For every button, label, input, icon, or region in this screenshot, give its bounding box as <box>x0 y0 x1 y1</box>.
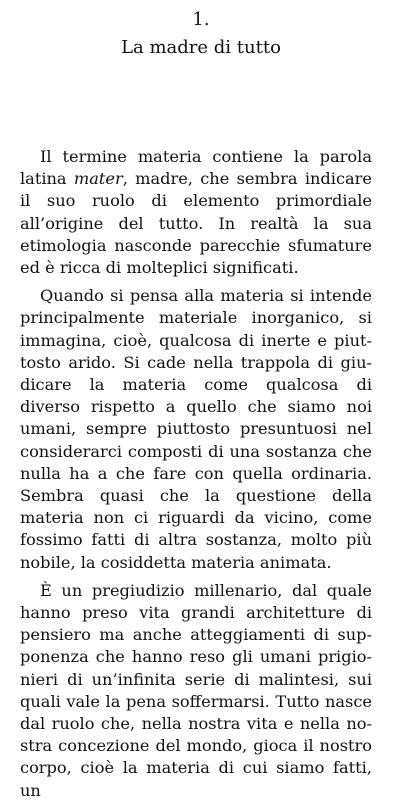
paragraph-1 <box>20 146 372 279</box>
paragraph-3: È un pregiudizio millenario, dal quale hanno preso vita grandi architetture di pensiero ma anche atteggiamenti di supponenza che hanno reso gli umani prigionieri di un’infinita serie di malintesi, sui quali vale la pena soffermarsi. Tutto nasce dal ruolo che, nella nostra vita e nella nostra concezione del mondo, gioca il nostro corpo, cioè la materia di cui siamo fatti, un <box>20 580 372 800</box>
chapter-title: La madre di tutto <box>121 37 281 58</box>
chapter-body <box>20 146 372 802</box>
paragraph-1-start: Il termine materia contiene la parola latina <box>20 147 372 189</box>
paragraph-2: Quando si pensa alla materia si intende principalmente materiale inorganico, si immagina, cioè, qualcosa di inerte e piuttosto arido. Si cade nella trappola di giudicare la materia come qualcosa di diverso rispetto a quello che siamo noi umani, sempre piuttosto presuntuosi nel considerarci composti di una sostanza che nulla ha a che fare con quella ordinaria. Sembra quasi che la questione della materia non ci riguardi da vicino, come fossimo fatti di altra sostanza, molto più nobile, la cosiddetta materia animata. <box>20 286 372 572</box>
chapter-number: 1. <box>192 9 210 30</box>
emphasized-word: mater <box>73 169 123 189</box>
paragraph-1-end: , madre, che sembra indicare il suo ruolo di elemento primordiale all’origine del tutto. In realtà la sua etimologia nasconde parecchie sfumature ed è ricca di molteplici significati. <box>20 169 373 278</box>
